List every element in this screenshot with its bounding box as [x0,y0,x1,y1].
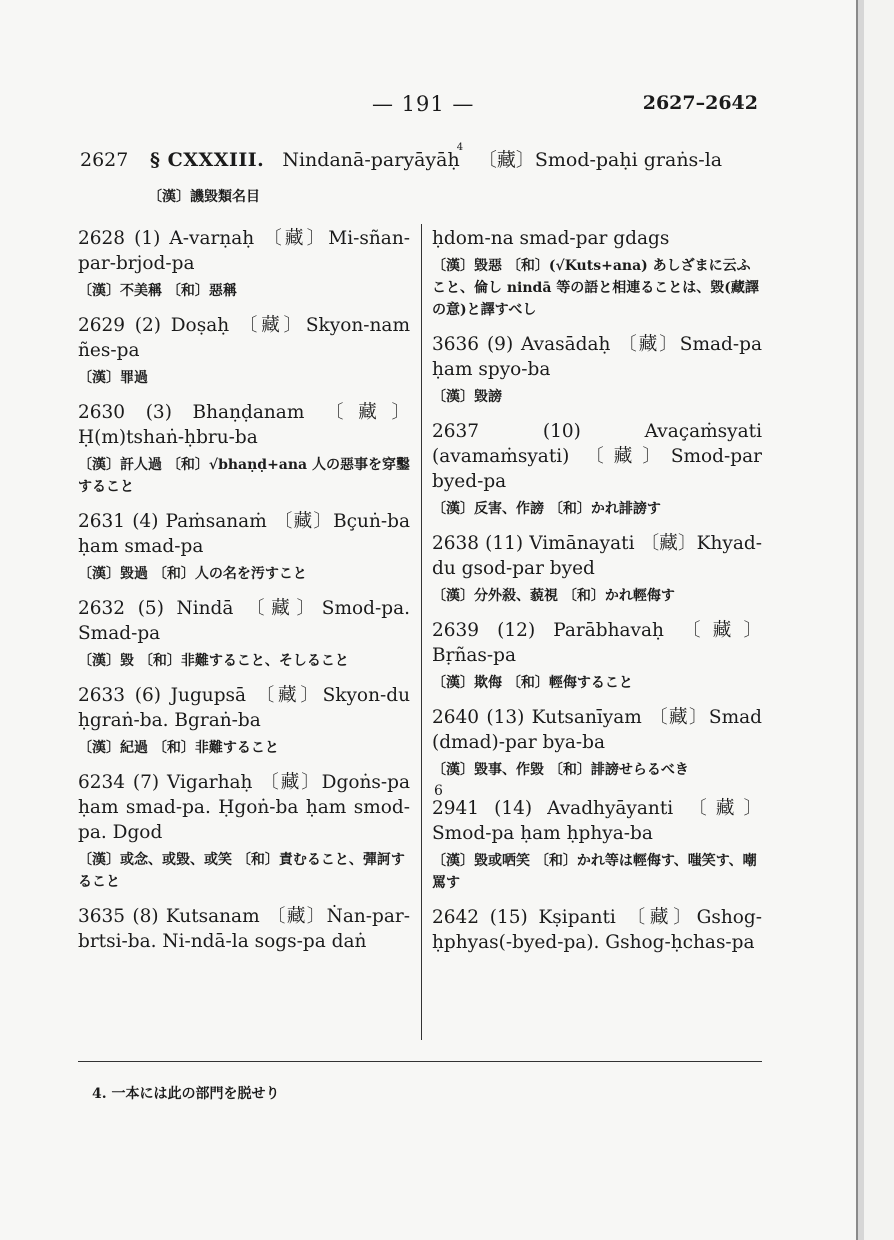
section-tibetan: 〔藏〕Smod-paḥi graṅs-la [477,149,723,171]
entry [78,313,410,389]
entry-head: 2642 (15) Kṣipanti 〔藏〕Gshog-ḥphyas(-byed-pa). Gshog-ḥchas-pa [432,907,762,953]
entry-head: 6234 (7) Vigarhaḥ 〔藏〕Dgoṅs-pa ḥam smad-pa. Ḥgoṅ-ba ḥam smod-pa. Dgod [78,772,410,843]
entry-head: 2628 (1) A-varṇaḥ 〔藏〕Mi-sñan-par-brjod-pa [78,228,410,274]
entry-head: 2629 (2) Doṣaḥ 〔藏〕Skyon-nam ñes-pa [78,315,410,361]
entry-note: 〔漢〕毀謗 [432,389,502,405]
entry-note: 〔漢〕訐人過 〔和〕√bhaṇḍ+ana 人の惡事を穿鑿すること [78,457,411,495]
entry [432,618,762,694]
entry-range: 2627–2642 [642,92,758,114]
entry-note: 〔漢〕反害、作謗 〔和〕かれ誹謗す [432,501,661,517]
entry [78,904,410,954]
entry-head: 2633 (6) Jugupsā 〔藏〕Skyon-du ḥgraṅ-ba. Bgraṅ-ba [78,685,410,731]
entry-head: ḥdom-na smad-par gdags [432,228,670,249]
entry-head: 2640 (13) Kutsanīyam 〔藏〕Smad (dmad)-par bya-ba [432,707,762,753]
entry [78,400,410,498]
entry-head: 2638 (11) Vimānayati 〔藏〕Khyad-du gsod-par byed [432,533,762,579]
section-roman: § CXXXIII. [150,149,265,171]
entry-note: 〔漢〕毀或哂笑 〔和〕かれ等は輕侮す、嗤笑す、嘲罵す [432,853,757,891]
entry-note: 〔漢〕毀過 〔和〕人の名を汚すこと [78,566,307,582]
margin-mark: 6 [434,783,443,799]
page-header [0,92,856,116]
right-column [432,226,762,966]
page-number: — 191 — [372,92,475,116]
section-number: 2627 [80,149,129,171]
entry-head: 2631 (4) Paṁsanaṁ 〔藏〕Bçuṅ-ba ḥam smad-pa [78,511,410,557]
footnote-rule [78,1061,762,1062]
entry [432,783,762,894]
entry-head: 3635 (8) Kutsanam 〔藏〕Ṅan-par-brtsi-ba. Ni-ndā-la sogs-pa daṅ [78,906,410,952]
entry [432,419,762,520]
entry [432,226,762,321]
entry-note: 〔漢〕罪過 [78,370,148,386]
entry [78,596,410,672]
entry [432,705,762,781]
entry-head: 2632 (5) Nindā 〔藏〕Smod-pa. Smad-pa [78,598,410,644]
section-heading: 2627 § CXXXIII. Nindanā-paryāyāḥ4 〔藏〕Smod-paḥi graṅs-la [80,142,723,171]
entry-note: 〔漢〕不美稱 〔和〕惡稱 [78,283,237,299]
section-sanskrit: Nindanā-paryāyāḥ [282,149,460,171]
entry [78,226,410,302]
entry-head: 3636 (9) Avasādaḥ 〔藏〕Smad-pa ḥam spyo-ba [432,334,762,380]
entry-note: 〔漢〕紀過 〔和〕非難すること [78,740,279,756]
entry [78,683,410,759]
entry-note: 〔漢〕分外殺、藐視 〔和〕かれ輕侮す [432,588,675,604]
column-divider [421,224,422,1040]
entry-note: 〔漢〕毀惡 〔和〕(√Kuts+ana) あしざまに云ふこと、倫し nindā 等の語と相連ることは、毀(藏譯の意)と譯すべし [432,258,759,318]
entry [78,509,410,585]
entry-note: 〔漢〕欺侮 〔和〕輕侮すること [432,675,633,691]
section-chinese: 〔漢〕譏毀類名目 [148,189,260,205]
entry-note: 〔漢〕毀事、作毀 〔和〕誹謗せらるべき [432,762,689,778]
entry-note: 〔漢〕毀 〔和〕非難すること、そしること [78,653,349,669]
footnote: 4. 一本には此の部門を脱せり [92,1086,280,1102]
entry-head: 2637 (10) Avaçaṁsyati (avamaṁsyati) 〔藏〕Smod-par byed-pa [432,421,762,492]
entry-head: 2630 (3) Bhaṇḍanam 〔藏〕Ḥ(m)tshaṅ-ḥbru-ba [78,402,410,448]
entry-head: 2639 (12) Parābhavaḥ 〔藏〕Bṛñas-pa [432,620,762,666]
entry [432,531,762,607]
entry-head: 2941 (14) Avadhyāyanti 〔藏〕Smod-pa ḥam ḥphya-ba [432,798,762,844]
entry [432,332,762,408]
entry [78,770,410,893]
entry-note: 〔漢〕或念、或毀、或笑 〔和〕責むること、彈訶すること [78,852,405,890]
left-column [78,226,410,965]
entry [432,905,762,955]
